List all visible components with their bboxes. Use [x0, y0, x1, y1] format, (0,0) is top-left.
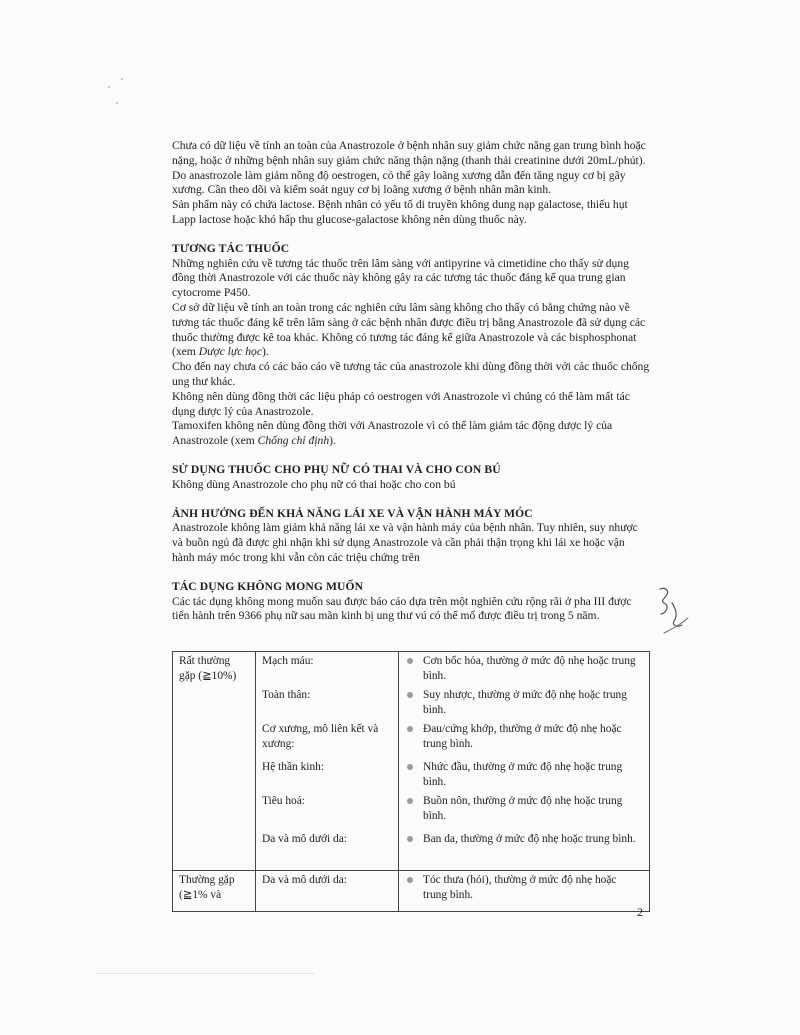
system-cell [256, 652, 399, 871]
frequency-cell: Thường gặp (≧1% và [173, 871, 256, 912]
document-body [172, 139, 650, 624]
bullet-icon [407, 798, 413, 804]
handwritten-mark-icon [652, 585, 692, 640]
effects-cell [399, 652, 650, 871]
paragraph-interactions-1: Những nghiên cứu về tương tác thuốc trên lâm sàng với antipyrine và cimetidine cho thấy sử dụng đồng thời Anastrozole với các thuốc này không gây ra các tương tác thuốc đáng kể qua trung gian cytocrome P450. [172, 256, 629, 300]
paragraph-interactions-3: Cho đến nay chưa có các báo cáo về tương tác của anastrozole khi dùng đồng thời với các thuốc chống ung thư khác. [172, 360, 650, 388]
table-row [173, 652, 650, 871]
list-item: Suy nhược, thường ở mức độ nhẹ hoặc trung bình. [405, 688, 643, 722]
list-item: Buồn nôn, thường ở mức độ nhẹ hoặc trung bình. [405, 794, 643, 832]
system-label: Mạch máu: [262, 655, 314, 667]
system-cell [256, 871, 399, 912]
scan-edge-line [95, 973, 315, 974]
list-item: Ban da, thường ở mức độ nhẹ hoặc trung bình. [405, 832, 643, 866]
scan-speck [116, 102, 118, 104]
bullet-icon [407, 658, 413, 664]
list-item: Nhức đầu, thường ở mức độ nhẹ hoặc trung bình. [405, 760, 643, 794]
system-label: Cơ xương, mô liên kết và xương: [262, 723, 379, 750]
heading-interactions: TƯƠNG TÁC THUỐC [172, 241, 290, 255]
system-label: Tiêu hoá: [262, 795, 305, 807]
paragraph-lactose: Sản phẩm này có chứa lactose. Bệnh nhân có yếu tố di truyền không dung nạp galactose, thiếu hụt Lapp lactose hoặc khó hấp thu glucose-galactose không nên dùng thuốc này. [172, 198, 628, 226]
bullet-icon [407, 764, 413, 770]
system-label: Da và mô dưới da: [262, 874, 347, 886]
page-number: 2 [637, 905, 643, 919]
system-label: Da và mô dưới da: [262, 833, 347, 845]
paragraph-interactions-4: Không nên dùng đồng thời các liệu pháp có oestrogen với Anastrozole vì chúng có thể làm mất tác dụng dược lý của Anastrozole. [172, 389, 630, 418]
reference-pharmacodynamics: Dược lực học [198, 345, 262, 359]
heading-adverse-effects: TÁC DỤNG KHÔNG MONG MUỐN [172, 579, 364, 593]
list-item: Cơn bốc hỏa, thường ở mức độ nhẹ hoặc trung bình. [405, 654, 643, 688]
paragraph-pregnancy: Không dùng Anastrozole cho phụ nữ có thai hoặc cho con bú [172, 477, 456, 491]
reference-contraindications: Chống chỉ định [257, 434, 330, 448]
frequency-cell: Rất thường gặp (≧10%) [173, 652, 256, 871]
paragraph-interactions-2: Cơ sở dữ liệu về tính an toàn trong các nghiên cứu lâm sàng không cho thấy có bằng chứng nào về tương tác thuốc đáng kể trên lâm sàng ở các bệnh nhân được điều trị bằng Anastrozole đã sử dụng các thuốc thường được kê toa khác. Không có tương tác đáng kể giữa Anastrozole và các bisphosphonat (xem Dược lực học). [172, 300, 646, 359]
system-label: Hệ thần kinh: [262, 761, 325, 773]
paragraph-interactions-5: Tamoxifen không nên dùng đồng thời với Anastrozole vì có thể làm giảm tác động dược lý của Anastrozole (xem Chống chỉ định). [172, 419, 613, 448]
bullet-icon [407, 877, 413, 883]
bullet-icon [407, 836, 413, 842]
bullet-icon [407, 692, 413, 698]
system-label: Toàn thân: [262, 689, 311, 701]
adverse-effects-table [172, 651, 650, 912]
paragraph-hepatic-renal: Chưa có dữ liệu về tính an toàn của Anastrozole ở bệnh nhân suy giảm chức năng gan trung bình hoặc nặng, hoặc ở những bệnh nhân suy giảm chức năng thận nặng (thanh thải creatinine dưới 20mL/phút). [172, 139, 646, 167]
scan-speck [121, 78, 123, 80]
list-item: Đau/cứng khớp, thường ở mức độ nhẹ hoặc trung bình. [405, 722, 643, 760]
scan-speck [108, 86, 110, 88]
paragraph-osteoporosis: Do anastrozole làm giảm nồng độ oestrogen, có thể gây loãng xương dẫn đến tăng nguy cơ bị gãy xương. Cần theo dõi và kiểm soát nguy cơ bị loãng xương ở bệnh nhân mãn kinh. [172, 168, 626, 197]
effects-cell [399, 871, 650, 912]
bullet-icon [407, 726, 413, 732]
table-row [173, 871, 650, 912]
paragraph-adverse-intro: Các tác dụng không mong muốn sau được báo cáo dựa trên một nghiên cứu rộng rãi ở pha III được tiến hành trên 9366 phụ nữ sau mãn kinh bị ung thư vú có thể mổ được điều trị trong 5 năm. [172, 594, 632, 623]
paragraph-driving: Anastrozole không làm giảm khả năng lái xe và vận hành máy của bệnh nhân. Tuy nhiên, suy nhược và buồn ngủ đã được ghi nhận khi sử dụng Anastrozole và cần phải thận trọng khi lái xe hoặc vận hành máy móc trong khi vẫn còn các triệu chứng trên [172, 521, 638, 564]
heading-driving: ẢNH HƯỞNG ĐẾN KHẢ NĂNG LÁI XE VÀ VẬN HÀNH MÁY MÓC [172, 506, 533, 520]
heading-pregnancy: SỬ DỤNG THUỐC CHO PHỤ NỮ CÓ THAI VÀ CHO CON BÚ [172, 462, 501, 476]
list-item: Tóc thưa (hói), thường ở mức độ nhẹ hoặc trung bình. [405, 873, 643, 907]
